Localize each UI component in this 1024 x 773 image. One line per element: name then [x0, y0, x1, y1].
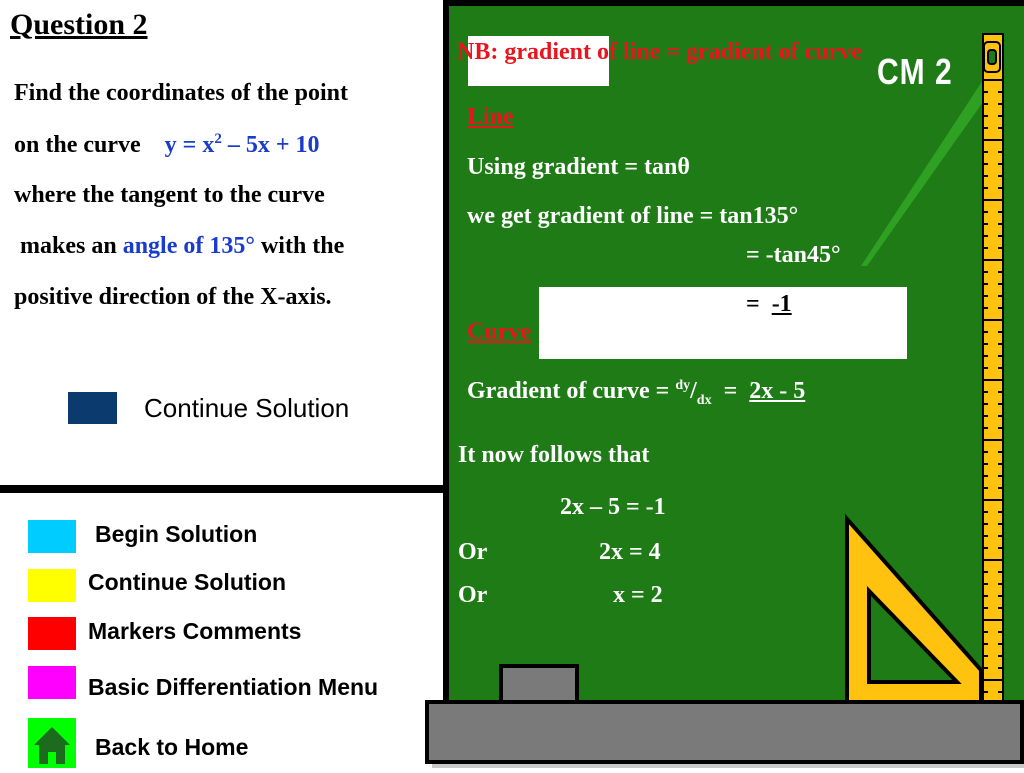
- continue-solution-label[interactable]: Continue Solution: [144, 393, 350, 423]
- continue-solution-button[interactable]: [68, 392, 117, 424]
- minus-one-prefix: =: [746, 291, 772, 317]
- basic-differentiation-menu-button[interactable]: [28, 666, 76, 699]
- curve-equation: [165, 132, 320, 158]
- line4-suffix: with the: [254, 233, 345, 259]
- equation-exponent: 2: [214, 131, 222, 147]
- gradient-of-line-text: we get gradient of line = tan135°: [467, 203, 799, 229]
- home-icon: [28, 718, 76, 768]
- question-line-5: positive direction of the X-axis.: [14, 284, 332, 310]
- markers-comments-label[interactable]: Markers Comments: [88, 618, 302, 644]
- divider: [0, 485, 446, 493]
- line4-prefix: makes an: [14, 233, 123, 259]
- equation-pre: y = x: [164, 132, 215, 158]
- step1-text: 2x – 5 = -1: [560, 494, 666, 520]
- highlight-box: [539, 287, 907, 359]
- begin-solution-label[interactable]: Begin Solution: [95, 521, 258, 547]
- board-ledge: [425, 700, 1024, 764]
- using-gradient-text: Using gradient = tanθ: [467, 154, 690, 180]
- question-line-3: where the tangent to the curve: [14, 182, 325, 208]
- question-line-2: [14, 131, 320, 159]
- minus-one-line: [746, 291, 792, 318]
- basic-differentiation-menu-label[interactable]: Basic Differentiation Menu: [88, 674, 379, 700]
- question-title: Question 2: [10, 8, 148, 41]
- or2-text: Or: [458, 582, 488, 608]
- nb-note: NB: gradient of line = gradient of curve: [457, 39, 862, 65]
- follows-text: It now follows that: [458, 442, 650, 468]
- chalkboard: [449, 6, 1024, 706]
- minus-one-value: -1: [771, 291, 792, 317]
- step2-text: 2x = 4: [599, 539, 661, 565]
- line-heading: Line: [467, 104, 514, 130]
- step3-text: x = 2: [613, 582, 663, 608]
- question-line-2-prefix: on the curve: [14, 132, 141, 158]
- dx-text: dx: [696, 392, 712, 408]
- back-to-home-label[interactable]: Back to Home: [95, 734, 249, 760]
- curve-heading: Curve: [467, 319, 531, 345]
- slash-text: /: [690, 378, 697, 404]
- gradient-curve-prefix: Gradient of curve =: [467, 378, 676, 404]
- dy-text: dy: [675, 378, 691, 393]
- gradient-curve-eq: =: [711, 378, 750, 404]
- angle-text: angle of 135°: [122, 233, 255, 259]
- markers-comments-button[interactable]: [28, 617, 76, 650]
- continue-solution-nav-button[interactable]: [28, 569, 76, 602]
- question-line-1: Find the coordinates of the point: [14, 80, 349, 106]
- back-to-home-button[interactable]: [28, 718, 76, 768]
- cm-label: CM 2: [877, 52, 953, 93]
- begin-solution-button[interactable]: [28, 520, 76, 553]
- equation-post: – 5x + 10: [221, 132, 320, 158]
- question-line-4: [14, 233, 344, 260]
- or1-text: Or: [458, 539, 488, 565]
- gradient-curve-value: 2x - 5: [749, 378, 806, 404]
- gradient-of-curve-line: [467, 378, 805, 409]
- minus-tan45-text: = -tan45°: [746, 242, 841, 268]
- continue-solution-nav-label[interactable]: Continue Solution: [88, 569, 287, 595]
